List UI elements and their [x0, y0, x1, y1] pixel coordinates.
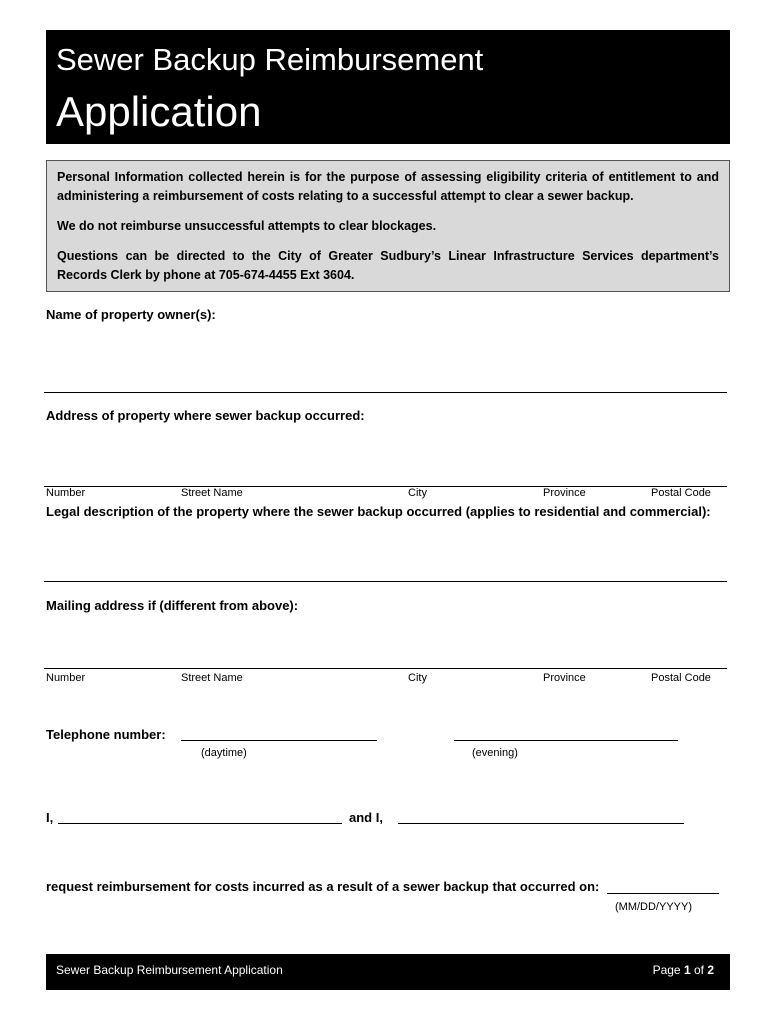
- notice-paragraph-2: We do not reimburse unsuccessful attempts to clear blockages.: [57, 219, 437, 233]
- footer-title: Sewer Backup Reimbursement Application: [56, 963, 283, 977]
- legal-description-label: Legal description of the property where the sewer backup occurred (applies to residential and commercial):: [46, 504, 711, 519]
- mailing-address-line[interactable]: [44, 668, 727, 669]
- address-province-caption: Province: [543, 487, 586, 499]
- page-footer: [46, 954, 730, 990]
- legal-description-line[interactable]: [44, 581, 727, 582]
- address-street-caption: Street Name: [181, 487, 243, 499]
- request-statement: request reimbursement for costs incurred as a result of a sewer backup that occurred on:: [46, 879, 600, 894]
- mailing-province-caption: Province: [543, 672, 586, 684]
- address-number-caption: Number: [46, 487, 86, 499]
- title-line-2: Application: [56, 88, 262, 135]
- mailing-number-caption: Number: [46, 672, 86, 684]
- telephone-daytime-line[interactable]: [181, 740, 377, 741]
- mailing-street-caption: Street Name: [181, 672, 243, 684]
- telephone-evening-caption: (evening): [472, 747, 518, 759]
- mailing-postal-caption: Postal Code: [651, 672, 711, 684]
- owner-name-line[interactable]: [44, 392, 727, 393]
- page-total: 2: [707, 963, 714, 977]
- mailing-address-label: Mailing address if (different from above):: [46, 598, 299, 613]
- applicant-one-label: I,: [46, 810, 54, 825]
- applicant-two-label: and I,: [349, 810, 383, 825]
- page-mid: of: [690, 963, 708, 977]
- notice-paragraph-3: Questions can be directed to the City of Greater Sudbury’s Linear Infrastructure Services department’s Records Clerk by phone at 705-674-4455 Ext 3604.: [57, 249, 719, 282]
- mailing-city-caption: City: [408, 672, 427, 684]
- page-indicator: [653, 963, 714, 977]
- property-address-line[interactable]: [44, 486, 727, 487]
- applicant-one-line[interactable]: [58, 823, 342, 824]
- page-current: 1: [683, 963, 691, 977]
- telephone-daytime-caption: (daytime): [201, 747, 247, 759]
- date-format-caption: (MM/DD/YYYY): [615, 901, 692, 913]
- privacy-notice: [46, 160, 730, 292]
- applicant-two-line[interactable]: [398, 823, 684, 824]
- title-banner: [46, 30, 730, 144]
- notice-paragraph-1: Personal Information collected herein is for the purpose of assessing eligibility criteria of entitlement to and administering a reimbursement of costs relating to a successful attempt to clear a sewer backup.: [57, 170, 719, 203]
- title-line-1: Sewer Backup Reimbursement: [56, 42, 484, 77]
- address-city-caption: City: [408, 487, 427, 499]
- property-address-label: Address of property where sewer backup occurred:: [46, 408, 365, 423]
- owner-name-label: Name of property owner(s):: [46, 307, 216, 322]
- telephone-label: Telephone number:: [46, 727, 166, 742]
- page-prefix: Page: [652, 963, 684, 977]
- telephone-evening-line[interactable]: [454, 740, 678, 741]
- address-postal-caption: Postal Code: [651, 487, 711, 499]
- backup-date-line[interactable]: [607, 893, 719, 894]
